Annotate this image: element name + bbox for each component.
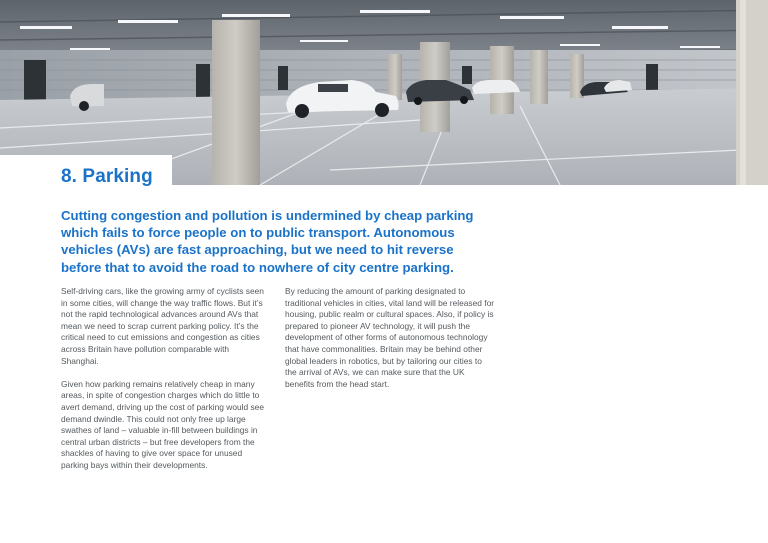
lead-paragraph: Cutting congestion and pollution is undermined by cheap parking which fails to force people on to public transport. Autonomous vehicles (AVs) are fast approaching, but we need to hit reverse before that to avoid the road to nowhere of city centre parking. [61, 208, 474, 275]
body-paragraph: Given how parking remains relatively cheap in many areas, in spite of congestion charges which do little to avert demand, driving up the cost of parking would see demand dwindle. This could not only free up large swathes of land – valuable in-fill between buildings in central urban districts – but free developers from the shackles of having to give over space for unused parking bays within their developments. [61, 378, 264, 470]
body-paragraph: By reducing the amount of parking designated to traditional vehicles in cities, vital land will be released for housing, public realm or cultural spaces. Also, if policy is prepared to pioneer AV technology, it will push the development of other forms of autonomous technology that have commonalities. Britain may be behind other global leaders in robotics, but by tailoring our cities to the arrival of AVs, we can make sure that the UK benefits from the head start. [285, 286, 495, 389]
section-title: 8. Parking [61, 166, 153, 187]
body-column-left [61, 286, 269, 483]
body-column-right [285, 286, 495, 402]
body-paragraph: Self-driving cars, like the growing army of cyclists seen in some cities, will change the way traffic flows. But it’s not the rapid technological advances around AVs that mean we need to scrap current parking policy. It’s the critical need to cut emissions and congestion as cities across Britain have pollution comparable with Shanghai. [61, 286, 264, 366]
